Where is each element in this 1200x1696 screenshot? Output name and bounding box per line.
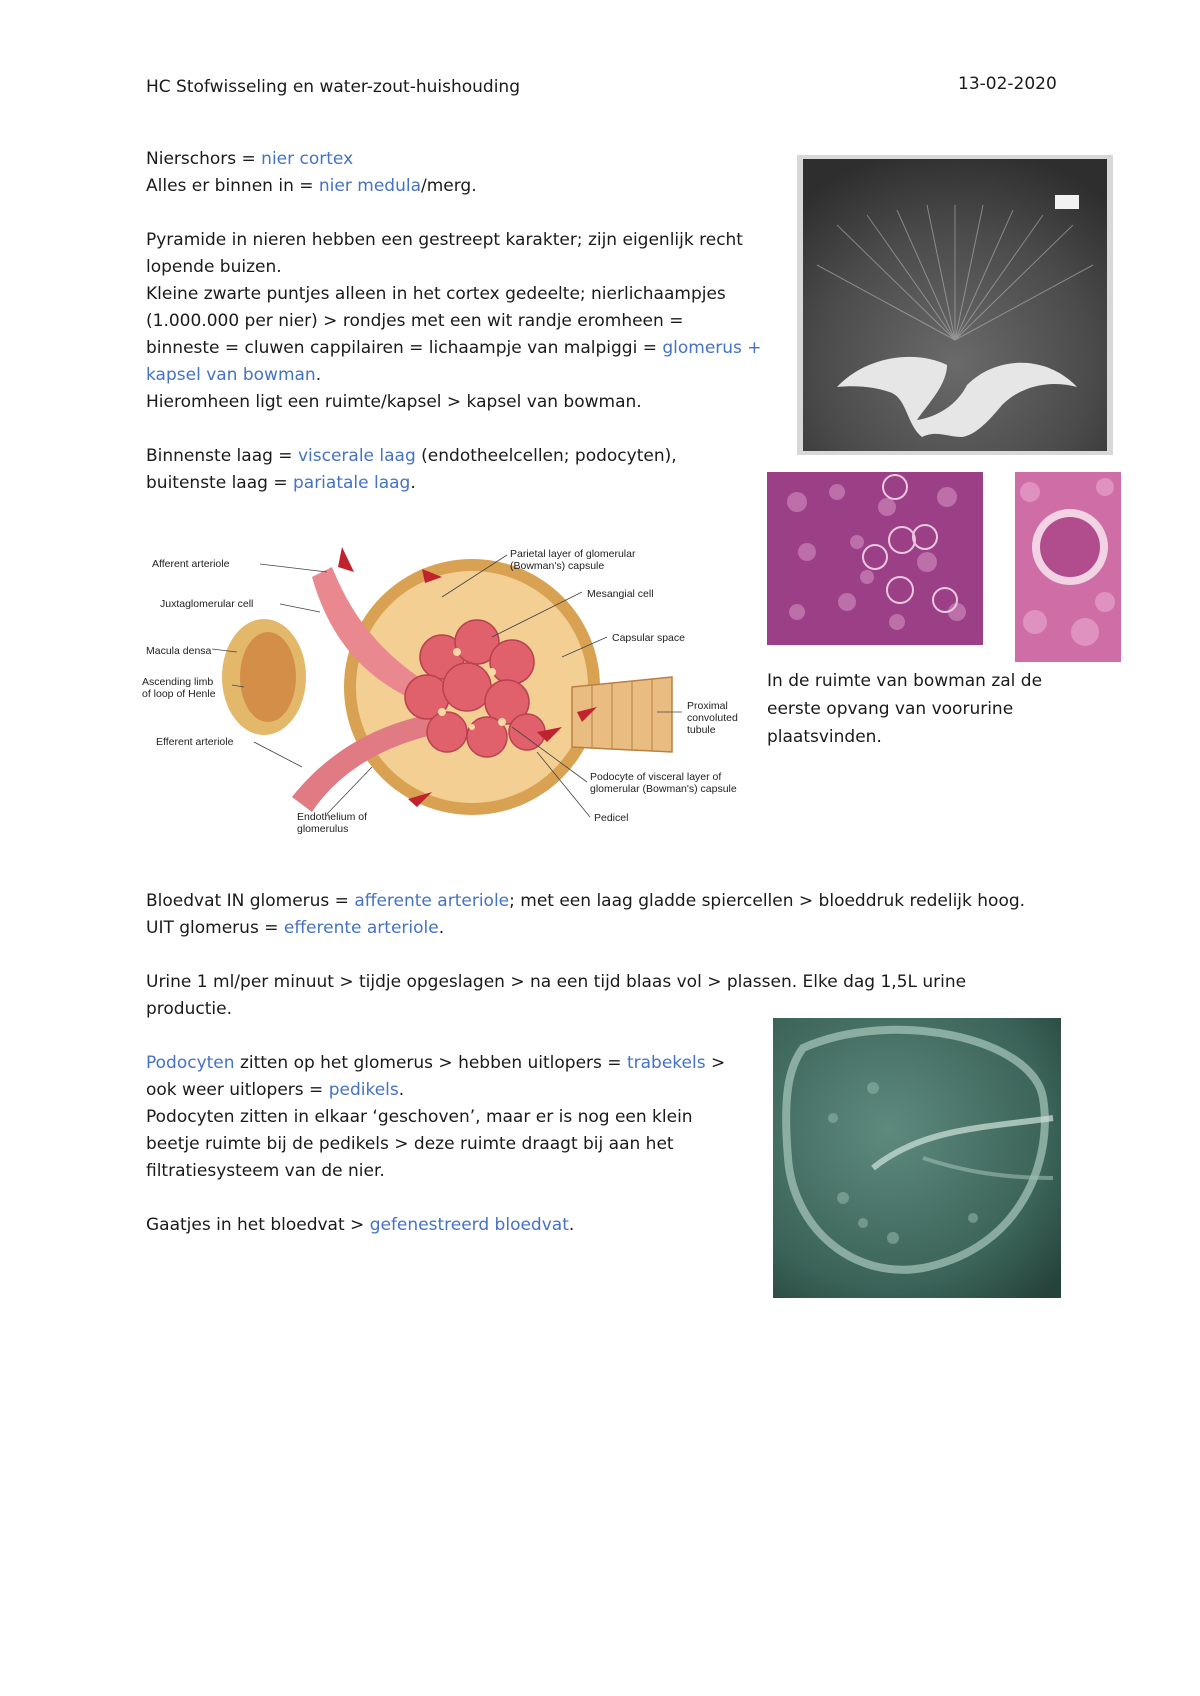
- label-parietal-layer: Parietal layer of glomerular: [510, 548, 636, 560]
- term-viscerale-laag: viscerale laag: [297, 446, 416, 466]
- kidney-section-photo: [797, 155, 1113, 455]
- paragraph-binnenste-laag: [146, 443, 677, 470]
- label-pedicel: Pedicel: [594, 812, 629, 824]
- paragraph-puntjes-line: (1.000.000 per nier) > rondjes met een wit randje eromheen =: [146, 311, 684, 331]
- paragraph-podocyten-line: [146, 1050, 725, 1077]
- label-loop-of-henle: of loop of Henle: [142, 688, 216, 700]
- label-capsular-space: Capsular space: [612, 632, 685, 644]
- term-podocyten: Podocyten: [146, 1053, 235, 1073]
- caption-line: plaatsvinden.: [767, 727, 882, 747]
- text: >: [705, 1053, 726, 1073]
- text: Gaatjes in het bloedvat >: [146, 1215, 370, 1235]
- label-convoluted: convoluted: [687, 712, 738, 724]
- text: /merg.: [420, 176, 477, 196]
- document-date: 13-02-2020: [958, 74, 1057, 94]
- histology-photo-cortex: [767, 472, 983, 645]
- paragraph-buitenste-laag: [146, 470, 416, 497]
- paragraph-pyramide-line: lopende buizen.: [146, 257, 282, 277]
- term-pedikels: pedikels: [328, 1080, 399, 1100]
- label-tubule: tubule: [687, 724, 716, 736]
- term-trabekels: trabekels: [626, 1053, 706, 1073]
- label-afferent-arteriole: Afferent arteriole: [152, 558, 230, 570]
- term-glomerus: glomerus +: [662, 338, 762, 358]
- paragraph-urine-line: productie.: [146, 999, 232, 1019]
- text: .: [398, 1080, 405, 1100]
- paragraph-puntjes-line: [146, 362, 321, 389]
- text: Alles er binnen in =: [146, 176, 319, 196]
- text: ook weer uitlopers =: [146, 1080, 329, 1100]
- label-glomerulus: glomerulus: [297, 823, 349, 835]
- text: ; met een laag gladde spiercellen > bloeddruk redelijk hoog.: [509, 891, 1026, 911]
- label-mesangial-cell: Mesangial cell: [587, 588, 654, 600]
- text: (endotheelcellen; podocyten),: [415, 446, 677, 466]
- label-podocyte-capsule: glomerular (Bowman's) capsule: [590, 783, 737, 795]
- text: Nierschors =: [146, 149, 262, 169]
- term-nier-cortex: nier cortex: [261, 149, 354, 169]
- text: zitten op het glomerus > hebben uitlopers =: [234, 1053, 627, 1073]
- term-efferente-arteriole: efferente arteriole: [283, 918, 439, 938]
- document-title: HC Stofwisseling en water-zout-huishouding: [146, 77, 520, 97]
- label-juxtaglomerular-cell: Juxtaglomerular cell: [160, 598, 254, 610]
- text: buitenste laag =: [146, 473, 293, 493]
- paragraph-puntjes-line: [146, 335, 762, 362]
- label-bowmans-capsule: (Bowman's) capsule: [510, 560, 605, 572]
- caption-line: eerste opvang van voorurine: [767, 699, 1014, 719]
- paragraph-bloedvat-in: [146, 888, 1025, 915]
- photo-caption: [767, 667, 1042, 751]
- label-efferent-arteriole: Efferent arteriole: [156, 736, 234, 748]
- paragraph-podocyten-line: beetje ruimte bij de pedikels > deze ruimte draagt bij aan het: [146, 1134, 674, 1154]
- label-proximal: Proximal: [687, 700, 728, 712]
- paragraph-medula: [146, 173, 477, 200]
- paragraph-nierschors: [146, 146, 353, 173]
- paragraph-podocyten-line: filtratiesysteem van de nier.: [146, 1161, 385, 1181]
- label-macula-densa: Macula densa: [146, 645, 212, 657]
- paragraph-gaatjes: [146, 1212, 574, 1239]
- caption-line: In de ruimte van bowman zal de: [767, 671, 1043, 691]
- text: Bloedvat IN glomerus =: [146, 891, 355, 911]
- text: .: [315, 365, 322, 385]
- text: binneste = cluwen cappilairen = lichaampje van malpiggi =: [146, 338, 663, 358]
- label-ascending-limb: Ascending limb: [142, 676, 214, 688]
- paragraph-bloedvat-uit: [146, 915, 444, 942]
- term-kapsel-van-bowman: kapsel van bowman: [146, 365, 316, 385]
- paragraph-podocyten-line: [146, 1077, 404, 1104]
- text: Binnenste laag =: [146, 446, 298, 466]
- paragraph-hieromheen: Hieromheen ligt een ruimte/kapsel > kapsel van bowman.: [146, 392, 642, 412]
- label-podocyte: Podocyte of visceral layer of: [590, 771, 722, 783]
- term-gefenestreerd-bloedvat: gefenestreerd bloedvat: [369, 1215, 569, 1235]
- term-nier-medula: nier medula: [318, 176, 421, 196]
- paragraph-podocyten-line: Podocyten zitten in elkaar ‘geschoven’, maar er is nog een klein: [146, 1107, 693, 1127]
- text: UIT glomerus =: [146, 918, 284, 938]
- electron-micrograph-podocytes: [773, 1018, 1061, 1298]
- renal-corpuscle-diagram: [142, 537, 758, 842]
- term-pariatale-laag: pariatale laag: [292, 473, 411, 493]
- histology-photo-glomerulus: [1015, 472, 1121, 662]
- paragraph-urine-line: Urine 1 ml/per minuut > tijdje opgeslagen > na een tijd blaas vol > plassen. Elke dag 1,5L urine: [146, 972, 967, 992]
- text: .: [568, 1215, 575, 1235]
- paragraph-pyramide-line: Pyramide in nieren hebben een gestreept karakter; zijn eigenlijk recht: [146, 230, 743, 250]
- text: .: [410, 473, 416, 493]
- label-endothelium: Endothelium of: [297, 811, 368, 823]
- term-afferente-arteriole: afferente arteriole: [354, 891, 510, 911]
- text: .: [438, 918, 445, 938]
- paragraph-puntjes-line: Kleine zwarte puntjes alleen in het cortex gedeelte; nierlichaampjes: [146, 284, 726, 304]
